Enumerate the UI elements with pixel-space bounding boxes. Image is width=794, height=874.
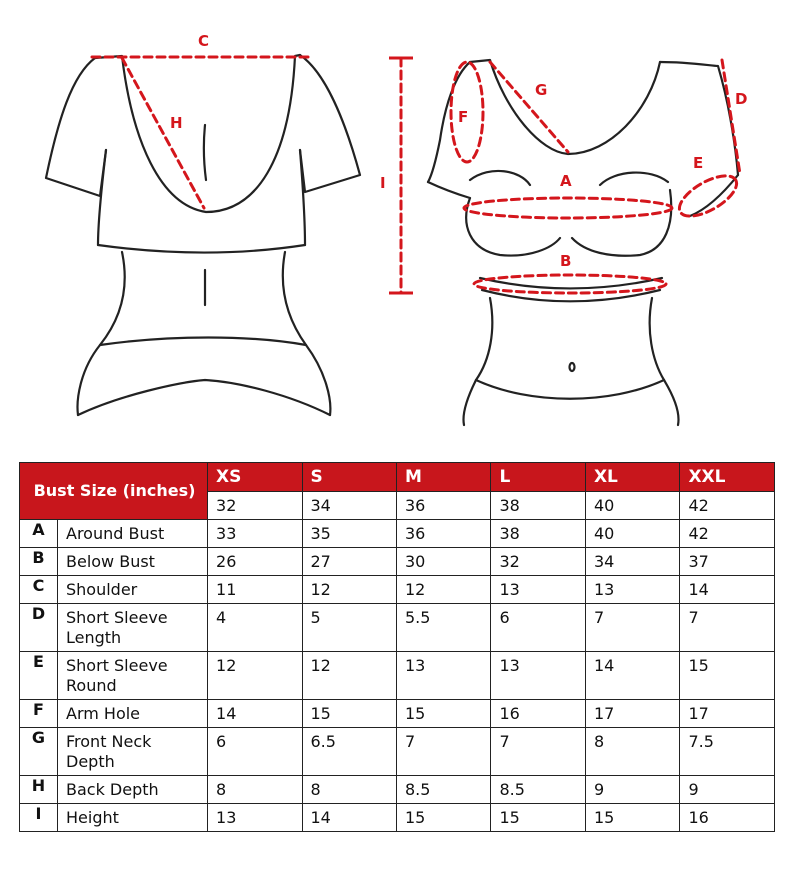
row-code: G [20,728,58,776]
cell-value: 17 [585,700,679,728]
row-label: Below Bust [58,548,208,576]
cell-value: 36 [396,520,490,548]
cell-value: 15 [680,652,775,700]
cell-value: 8.5 [491,776,585,804]
bust-value: 38 [491,492,585,520]
table-row [20,804,775,832]
cell-value: 17 [680,700,775,728]
cell-value: 26 [208,548,302,576]
cell-value: 15 [396,804,490,832]
cell-value: 7 [491,728,585,776]
cell-value: 15 [302,700,396,728]
cell-value: 14 [208,700,302,728]
cell-value: 15 [491,804,585,832]
cell-value: 11 [208,576,302,604]
table-row [20,776,775,804]
label-g: G [535,81,548,99]
size-header: XXL [680,463,775,492]
cell-value: 13 [396,652,490,700]
cell-value: 37 [680,548,775,576]
bust-value: 36 [396,492,490,520]
cell-value: 12 [396,576,490,604]
cell-value: 38 [491,520,585,548]
row-label: Back Depth [58,776,208,804]
cell-value: 34 [585,548,679,576]
label-i: I [380,174,386,192]
cell-value: 8 [585,728,679,776]
bust-value: 42 [680,492,775,520]
size-header: L [491,463,585,492]
row-code: D [20,604,58,652]
cell-value: 8.5 [396,776,490,804]
row-label: Short Sleeve Round [58,652,208,700]
label-e: E [693,154,704,172]
cell-value: 14 [680,576,775,604]
cell-value: 13 [491,652,585,700]
cell-value: 40 [585,520,679,548]
cell-value: 27 [302,548,396,576]
table-row [20,652,775,700]
row-code: E [20,652,58,700]
bust-value: 34 [302,492,396,520]
size-header: XS [208,463,302,492]
row-code: H [20,776,58,804]
size-header: M [396,463,490,492]
table-row [20,700,775,728]
label-c: C [198,32,210,50]
cell-value: 4 [208,604,302,652]
cell-value: 30 [396,548,490,576]
row-label: Front Neck Depth [58,728,208,776]
cell-value: 9 [585,776,679,804]
cell-value: 8 [208,776,302,804]
measure-line-e [673,168,742,224]
cell-value: 12 [302,576,396,604]
cell-value: 13 [585,576,679,604]
cell-value: 6.5 [302,728,396,776]
row-code: I [20,804,58,832]
front-view-figure [428,60,738,425]
cell-value: 12 [208,652,302,700]
row-label: Around Bust [58,520,208,548]
row-code: F [20,700,58,728]
cell-value: 7 [585,604,679,652]
bust-value: 40 [585,492,679,520]
cell-value: 7 [680,604,775,652]
label-b: B [560,252,572,270]
cell-value: 14 [585,652,679,700]
row-code: C [20,576,58,604]
cell-value: 16 [491,700,585,728]
row-code: A [20,520,58,548]
back-view-figure [46,55,360,415]
cell-value: 9 [680,776,775,804]
bust-size-heading: Bust Size (inches) [20,463,208,520]
cell-value: 14 [302,804,396,832]
table-row [20,576,775,604]
cell-value: 42 [680,520,775,548]
size-header: XL [585,463,679,492]
cell-value: 8 [302,776,396,804]
cell-value: 32 [491,548,585,576]
measure-line-g [490,62,568,152]
cell-value: 13 [208,804,302,832]
cell-value: 5.5 [396,604,490,652]
cell-value: 15 [585,804,679,832]
row-code: B [20,548,58,576]
table-row [20,604,775,652]
cell-value: 15 [396,700,490,728]
cell-value: 6 [208,728,302,776]
table-row [20,548,775,576]
cell-value: 7.5 [680,728,775,776]
measure-line-b [474,275,666,293]
cell-value: 12 [302,652,396,700]
cell-value: 6 [491,604,585,652]
table-row [20,520,775,548]
cell-value: 13 [491,576,585,604]
cell-value: 7 [396,728,490,776]
size-header: S [302,463,396,492]
row-label: Short Sleeve Length [58,604,208,652]
measure-line-d [722,60,740,174]
label-d: D [735,90,748,108]
row-label: Arm Hole [58,700,208,728]
label-f: F [458,108,469,126]
label-h: H [170,114,183,132]
cell-value: 16 [680,804,775,832]
cell-value: 5 [302,604,396,652]
cell-value: 33 [208,520,302,548]
size-chart-table [19,462,775,832]
row-label: Shoulder [58,576,208,604]
cell-value: 35 [302,520,396,548]
row-label: Height [58,804,208,832]
label-a: A [560,172,572,190]
measure-line-a [464,198,672,218]
size-header-row [20,463,775,492]
bust-value: 32 [208,492,302,520]
table-row [20,728,775,776]
measure-line-h [122,58,204,208]
